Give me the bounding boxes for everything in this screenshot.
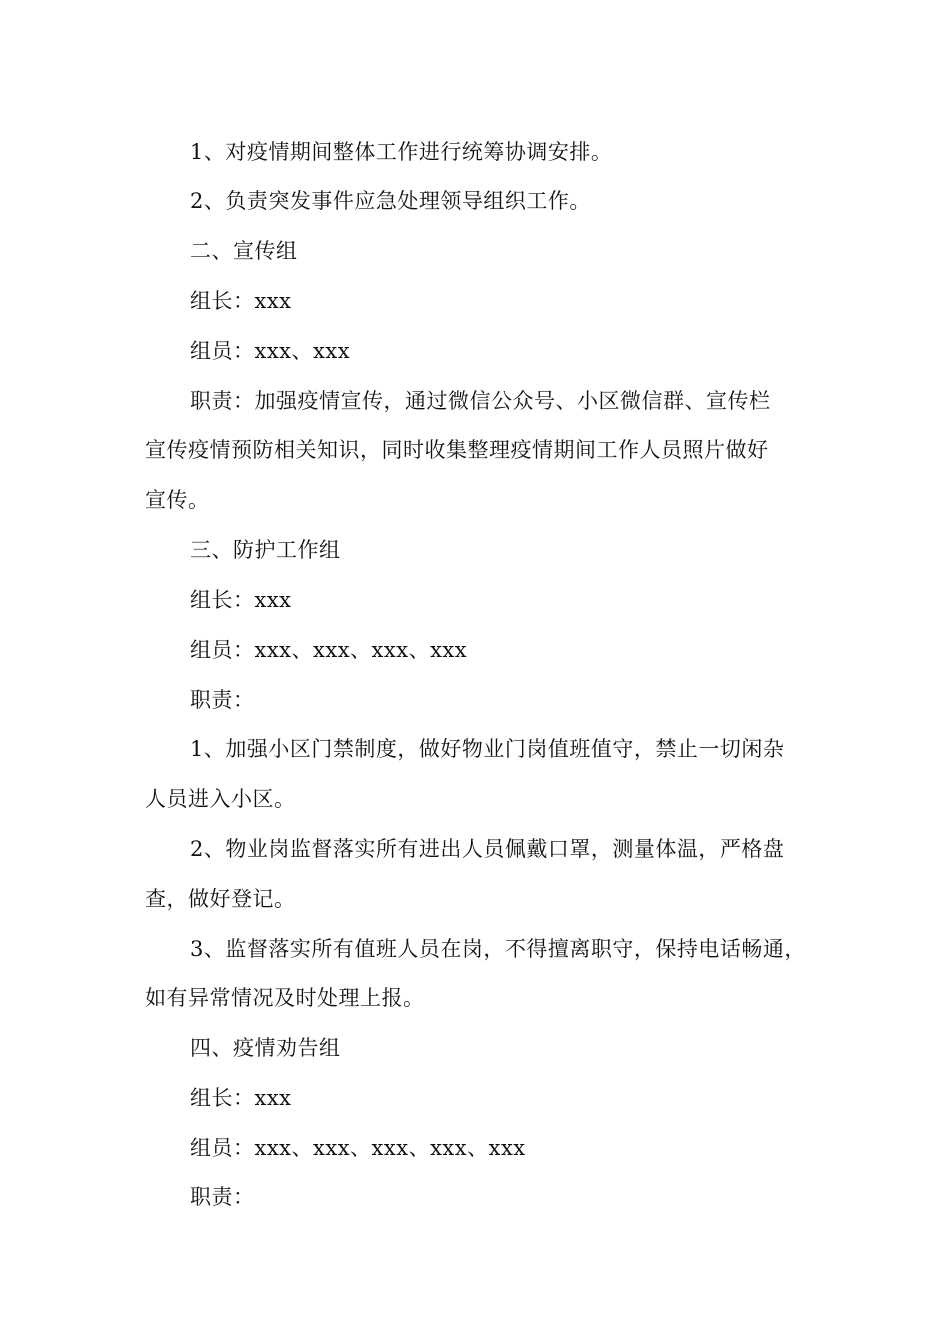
protection-duty-2-line-1: 2、物业岗监督落实所有进出人员佩戴口罩，测量体温，严格盘 — [190, 837, 785, 861]
protection-duty-label: 职责： — [190, 688, 255, 712]
protection-duty-3-line-1: 3、监督落实所有值班人员在岗，不得擅离职守，保持电话畅通， — [190, 937, 806, 961]
protection-members: 组员：xxx、xxx、xxx、xxx — [190, 638, 468, 662]
publicity-duty-line-3: 宣传。 — [145, 488, 210, 512]
protection-duty-1-line-2: 人员进入小区。 — [145, 787, 296, 811]
section-heading-protection: 三、防护工作组 — [190, 538, 341, 562]
advisory-members: 组员：xxx、xxx、xxx、xxx、xxx — [190, 1136, 526, 1160]
section-heading-advisory: 四、疫情劝告组 — [190, 1036, 341, 1060]
protection-duty-2-line-2: 查，做好登记。 — [145, 887, 296, 911]
advisory-duty-label: 职责： — [190, 1185, 255, 1209]
protection-duty-1-line-1: 1、加强小区门禁制度，做好物业门岗值班值守，禁止一切闲杂 — [190, 737, 785, 761]
protection-duty-3-line-2: 如有异常情况及时处理上报。 — [145, 986, 425, 1010]
duty-item-2: 2、负责突发事件应急处理领导组织工作。 — [190, 189, 591, 213]
duty-item-1: 1、对疫情期间整体工作进行统筹协调安排。 — [190, 140, 613, 164]
publicity-leader: 组长：xxx — [190, 289, 292, 313]
publicity-members: 组员：xxx、xxx — [190, 339, 351, 363]
publicity-duty-line-1: 职责：加强疫情宣传，通过微信公众号、小区微信群、宣传栏 — [190, 389, 771, 413]
advisory-leader: 组长：xxx — [190, 1086, 292, 1110]
protection-leader: 组长：xxx — [190, 588, 292, 612]
publicity-duty-line-2: 宣传疫情预防相关知识，同时收集整理疫情期间工作人员照片做好 — [145, 438, 769, 462]
section-heading-publicity: 二、宣传组 — [190, 239, 298, 263]
